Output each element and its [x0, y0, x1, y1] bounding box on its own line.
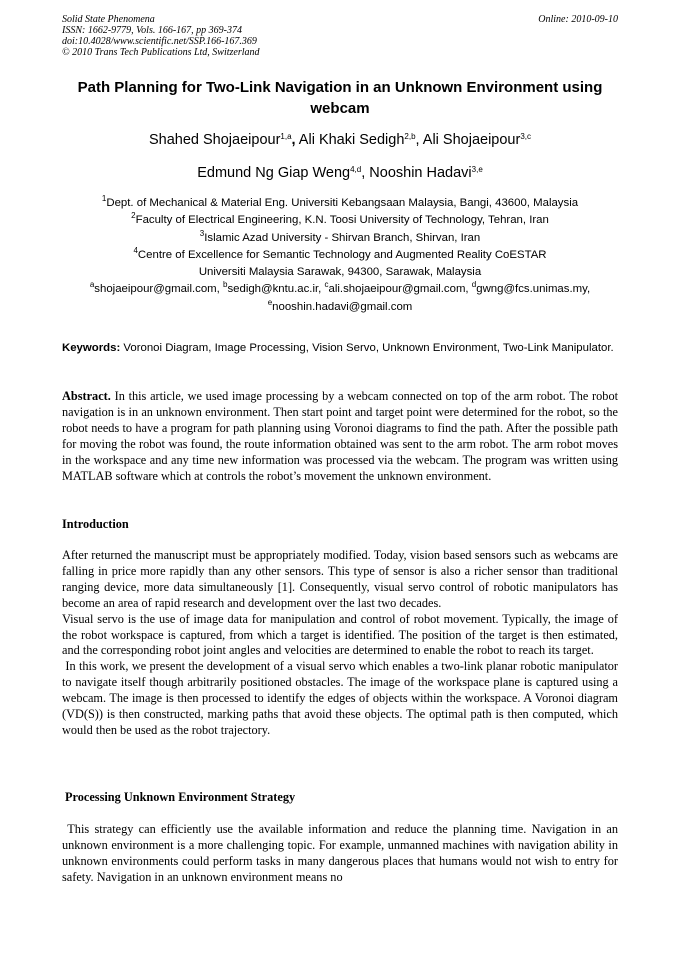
- paragraph: In this work, we present the development of a visual servo which enables a two-link planar robotic manipulator to navigate itself though arbitrarily positioned obstacles. The image of the workspace plane is captured using a webcam. The image is then processed to identify the edges of objects within the workspace. A Voronoi diagram (VD(S)) is then constructed, marking paths that avoid these objects. The optimal path is then computed, which would then be used as the robot trajectory.: [62, 659, 622, 737]
- introduction-heading: Introduction: [62, 517, 129, 531]
- keywords-label: Keywords:: [62, 342, 121, 354]
- abstract-text: In this article, we used image processing by a webcam connected on top of the arm robot. The robot navigation is in an unknown environment. Then start point and target point were determined for the robot, so the robot needs to have a program for path planning using Voronoi diagrams to find the path. After the possible path for moving the robot was found, the route information obtained was sent to the arm robot. The arm robot moves in the workspace and any time new information was processed via the webcam. The program was written using MATLAB software which at controls the robot’s movement the unknown environment.: [62, 389, 619, 483]
- email-link[interactable]: gwng@fcs.unimas.my,: [476, 283, 591, 296]
- paragraph: After returned the manuscript must be appropriately modified. Today, vision based sensors such as webcams are falling in price more rapidly than any other sensors. This type of sensor is also a richer sensor than traditional ranging device, more data simultaneously [1]. Consequently, visual servo control of robotic manipulators has become an area of rapid research and development over the last two decades.: [62, 548, 618, 610]
- author-name: Nooshin Hadavi: [369, 165, 472, 181]
- abstract: [62, 389, 618, 484]
- processing-heading: Processing Unknown Environment Strategy: [65, 790, 296, 804]
- journal-info: [62, 14, 618, 58]
- journal-header: [62, 14, 618, 58]
- author-sup: 3,e: [471, 165, 483, 174]
- email-link[interactable]: nooshin.hadavi@gmail.com: [272, 300, 413, 313]
- keywords: [62, 340, 618, 357]
- email-link[interactable]: ali.shojaeipour@gmail.com,: [328, 283, 469, 296]
- author-name: Edmund Ng Giap Weng: [197, 165, 351, 181]
- affiliation-3: $^3$Islamic Azad University - Shirvan Branch, Shirvan, Iran: [199, 228, 481, 244]
- affiliation-2: $^2$Faculty of Electrical Engineering, K.N. Toosi University of Technology, Tehran, Iran: [131, 211, 549, 227]
- author-name: Shahed Shojaeipour: [148, 132, 281, 148]
- email-link[interactable]: sedigh@kntu.ac.ir,: [227, 283, 322, 296]
- affiliation-4-line-2: Universiti Malaysia Sarawak, 94300, Sarawak, Malaysia: [198, 266, 482, 279]
- affiliation-1: $^1$Dept. of Mechanical & Material Eng. Universiti Kebangsaan Malaysia, Bangi, 43600, Malaysia: [101, 194, 579, 209]
- author-sup: 1,a: [280, 132, 292, 141]
- processing-body: [62, 822, 622, 886]
- author-sup: 4,d: [350, 165, 362, 174]
- author-sup: 3,c: [520, 132, 531, 141]
- paragraph: Visual servo is the use of image data for manipulation and control of robot movement. Typically, the image of the robot workspace is captured, from which a target is identified. The position of the target is then estimated, and the corresponding robot joint angles and velocities are determined to enable the robot to reach its target.: [62, 611, 618, 658]
- journal-name: Solid State Phenomena: [62, 14, 155, 25]
- journal-copyright: © 2010 Trans Tech Publications Ltd, Switzerland: [62, 47, 260, 58]
- journal-issn: ISSN: 1662-9779, Vols. 166-167, pp 369-374: [62, 25, 242, 36]
- authors-line-2: Edmund Ng Giap Weng$^{4,d}$, Nooshin Hadavi$^{3,e}$: [197, 165, 483, 181]
- affiliation-4: $^4$Centre of Excellence for Semantic Technology and Augmented Reality CoESTAR: [133, 245, 547, 261]
- paragraph: This strategy can efficiently use the available information and reduce the planning time. Navigation in an unknown environment is a more challenging topic. For example, unmanned machines with navigation ability in unknown environments could perform tasks in many dangerous places that humans would not wish to entry for safety. Navigation in an unknown environment means no: [62, 822, 622, 884]
- email-list: $^a$shojaeipour@gmail.com, $^b$sedigh@kntu.ac.ir, $^c$ali.shojaeipour@gmail.com, $^d$gwng@fcs.unimas.my,: [89, 280, 591, 296]
- affiliations: [62, 195, 618, 316]
- author-sup: 2,b: [404, 132, 416, 141]
- keywords-text: Voronoi Diagram, Image Processing, Vision Servo, Unknown Environment, Two-Link Manipulator.: [123, 342, 614, 354]
- journal-doi: doi:10.4028/www.scientific.net/SSP.166-167.369: [62, 36, 257, 47]
- authors-line-1: Shahed Shojaeipour$^{1,a}$, Ali Khaki Sedigh$^{2,b}$, Ali Shojaeipour$^{3,c}$: [148, 132, 531, 148]
- online-date: Online: 2010-09-10: [538, 14, 618, 25]
- abstract-label: Abstract.: [62, 389, 111, 403]
- email-list-2: $^e$nooshin.hadavi@gmail.com: [267, 297, 413, 313]
- author-name: Ali Shojaeipour: [422, 132, 521, 148]
- author-name: Ali Khaki Sedigh: [298, 132, 405, 148]
- introduction-body: [62, 548, 622, 739]
- email-link[interactable]: shojaeipour@gmail.com,: [94, 283, 220, 296]
- paper-title: Path Planning for Two-Link Navigation in an Unknown Environment using webcam: [77, 79, 603, 117]
